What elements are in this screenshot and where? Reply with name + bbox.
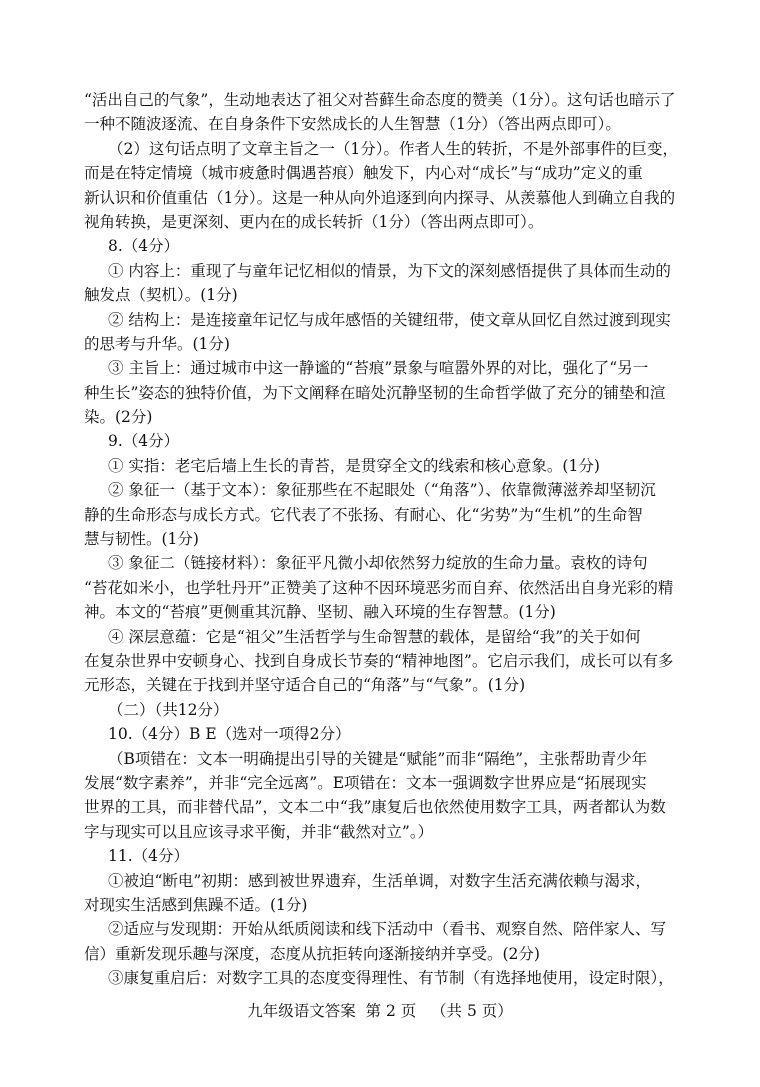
text-line: ③康复重启后：对数字工具的态度变得理性、有节制（有选择地使用，设定时限）， <box>108 969 674 988</box>
text-line: 11.（4分） <box>108 847 190 866</box>
text-line: 慧与韧性。(1分) <box>84 530 199 549</box>
text-line: ③ 主旨上：通过城市中这一静谧的“苔痕”景象与喧嚣外界的对比，强化了“另一 <box>108 359 649 378</box>
text-line: ② 象征一（基于文本）：象征那些在不起眼处（“角落”）、依靠微薄滋养却坚韧沉 <box>108 481 656 500</box>
page-footer: 九年级语文答案 第 2 页 （共 5 页） <box>247 1002 513 1020</box>
text-line: ②适应与发现期：开始从纸质阅读和线下活动中（看书、观察自然、陪伴家人、写 <box>108 920 667 939</box>
text-line: 世界的工具，而非替代品”，文本二中“我”康复后也依然使用数字工具，两者都认为数 <box>84 798 666 817</box>
text-line: 9.（4分） <box>108 432 180 451</box>
text-line: 新认识和价值重估（1分）。这是一种从向外追逐到向内探寻、从羡慕他人到确立自我的 <box>84 188 676 207</box>
text-line: 10.（4分）B E（选对一项得2分） <box>108 725 351 744</box>
text-line: 信）重新发现乐趣与深度，态度从抗拒转向逐渐接纳并享受。(2分) <box>84 944 540 963</box>
text-line: （2）这句话点明了文章主旨之一（1分）。作者人生的转折，不是外部事件的巨变， <box>108 139 678 158</box>
text-line: “活出自己的气象”，生动地表达了祖父对苔藓生命态度的赞美（1分）。这句话也暗示了 <box>84 91 676 109</box>
text-line: 静的生命形态与成长方式。它代表了不张扬、有耐心、化“劣势”为“生机”的生命智 <box>84 505 643 524</box>
text-line: 一种不随波逐流、在自身条件下安然成长的人生智慧（1分）（答出两点即可）。 <box>84 115 621 134</box>
text-line: ① 实指：老宅后墙上生长的青苔，是贯穿全文的线索和核心意象。(1分) <box>108 456 600 475</box>
text-line: （B项错在：文本一明确提出引导的关键是“赋能”而非“隔绝”，主张帮助青少年 <box>108 749 648 768</box>
text-line: 的思考与升华。(1分) <box>84 334 230 353</box>
text-line: 在复杂世界中安顿身心、找到自身成长节奏的“精神地图”。它启示我们，成长可以有多 <box>84 651 674 670</box>
text-line: 神。本文的“苔痕”更侧重其沉静、坚韧、融入环境的生存智慧。(1分) <box>84 603 556 622</box>
text-line: 对现实生活感到焦躁不适。(1分) <box>84 895 308 914</box>
text-line: 发展“数字素养”，并非“完全远离”。E项错在：文本一强调数字世界应是“拓展现实 <box>84 773 647 792</box>
text-line: 种生长”姿态的独特价值，为下文阐释在暗处沉静坚韧的生命哲学做了充分的铺垫和渲 <box>84 383 666 402</box>
text-line: ③ 象征二（链接材料）：象征平凡微小却依然努力绽放的生命力量。袁枚的诗句 <box>108 554 648 573</box>
text-line: 元形态，关键在于找到并坚守适合自己的“角落”与“气象”。(1分) <box>84 676 526 695</box>
text-line: 触发点（契机）。(1分) <box>84 286 238 305</box>
text-line: 字与现实可以且应该寻求平衡，并非“截然对立”。） <box>84 822 434 841</box>
text-line: 染。(2分) <box>84 408 153 427</box>
text-line: ② 结构上：是连接童年记忆与成年感悟的关键纽带，使文章从回忆自然过渡到现实 <box>108 310 671 329</box>
text-line: （二）（共12分） <box>108 700 229 719</box>
text-line: “苔花如米小，也学牡丹开”正赞美了这种不因环境恶劣而自弃、依然活出自身光彩的精 <box>84 578 674 597</box>
text-line: ①被迫“断电”初期：感到被世界遗弃，生活单调，对数字生活充满依赖与渴求， <box>108 871 651 890</box>
text-line: 视角转换，是更深刻、更内在的成长转折（1分）（答出两点即可）。 <box>84 212 544 231</box>
answer-text-body <box>84 88 682 990</box>
text-line: ④ 深层意蕴：它是“祖父”生活哲学与生命智慧的载体，是留给“我”的关于如何 <box>108 627 641 646</box>
text-line: 8.（4分） <box>108 237 180 256</box>
text-line: ① 内容上：重现了与童年记忆相似的情景，为下文的深刻感悟提供了具体而生动的 <box>108 261 671 280</box>
text-line: 而是在特定情境（城市疲惫时偶遇苔痕）触发下，内心对“成长”与“成功”定义的重 <box>84 164 643 183</box>
